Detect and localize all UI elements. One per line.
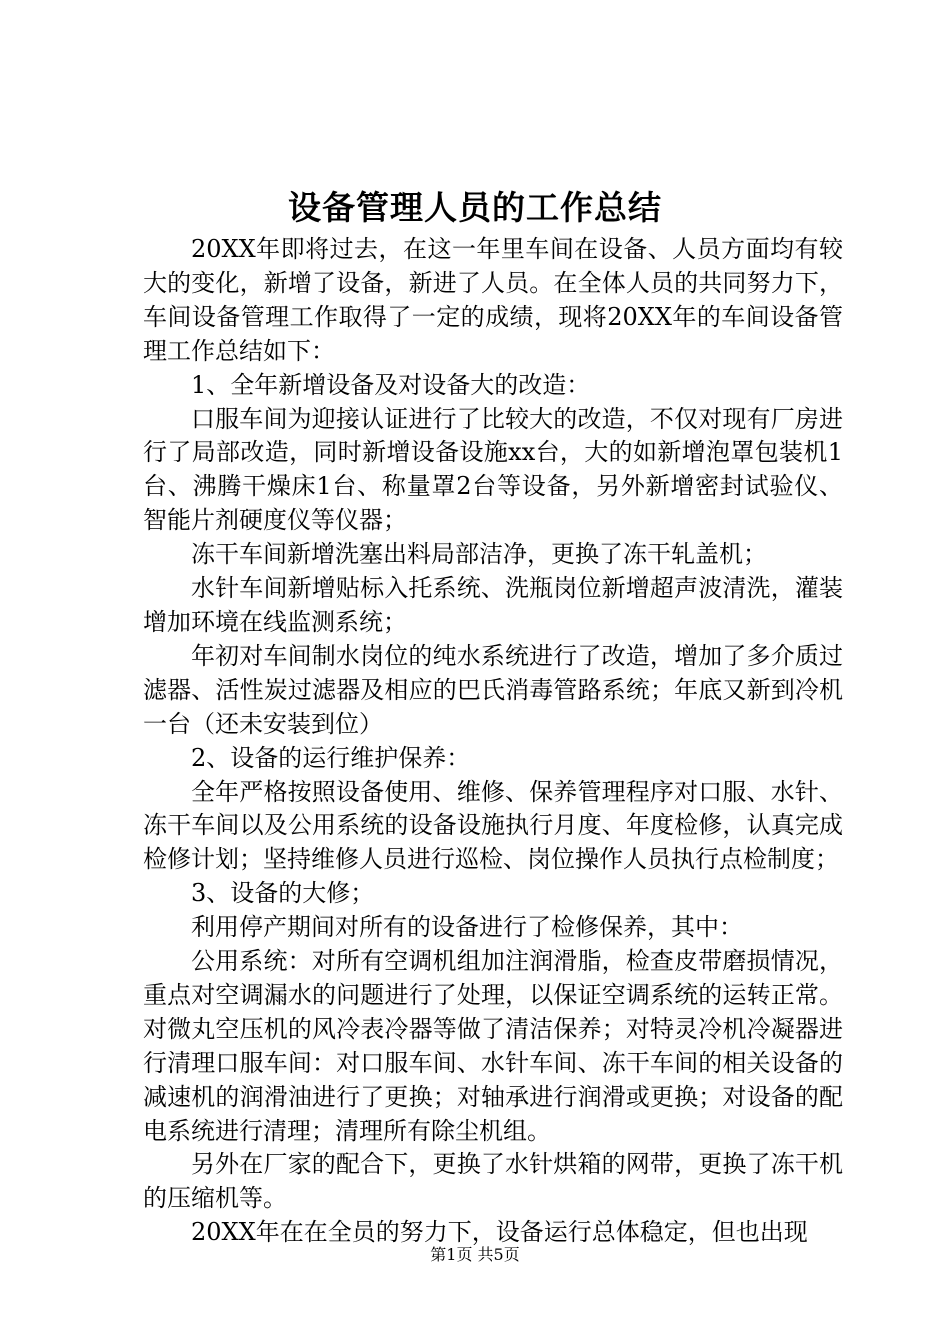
document-title: 设备管理人员的工作总结 xyxy=(288,188,662,227)
section-heading-overhaul: 3、设备的大修； xyxy=(191,879,375,908)
document-body xyxy=(143,233,843,1250)
paragraph-vendor-cooperation: 另外在厂家的配合下，更换了水针烘箱的网带，更换了冻干机的压缩机等。 xyxy=(143,1150,843,1213)
paragraph-oral-workshop: 口服车间为迎接认证进行了比较大的改造，不仅对现有厂房进行了局部改造，同时新增设备设施xx台，大的如新增泡罩包装机1台、沸腾干燥床1台、称量罩2台等设备，另外新增密封试验仪、智能片剂硬度仪等仪器； xyxy=(143,404,843,535)
paragraph-intro: 20XX年即将过去，在这一年里车间在设备、人员方面均有较大的变化，新增了设备，新进了人员。在全体人员的共同努力下，车间设备管理工作取得了一定的成绩，现将20XX年的车间设备管理工作总结如下： xyxy=(143,235,843,365)
page-number-footer: 第1页 共5页 xyxy=(430,1245,520,1264)
paragraph-summary: 20XX年在在全员的努力下，设备运行总体稳定，但也出现 xyxy=(191,1218,808,1247)
paragraph-freeze-dry-workshop: 冻干车间新增洗塞出料局部洁净，更换了冻干轧盖机； xyxy=(191,540,767,569)
section-heading-maintenance: 2、设备的运行维护保养： xyxy=(191,743,471,772)
paragraph-overhaul-intro: 利用停产期间对所有的设备进行了检修保养，其中： xyxy=(191,913,743,942)
paragraph-maintenance: 全年严格按照设备使用、维修、保养管理程序对口服、水针、冻干车间以及公用系统的设备设施执行月度、年度检修，认真完成检修计划；坚持维修人员进行巡检、岗位操作人员执行点检制度； xyxy=(143,777,843,874)
paragraph-injection-workshop: 水针车间新增贴标入托系统、洗瓶岗位新增超声波清洗，灌装增加环境在线监测系统； xyxy=(143,574,843,636)
section-heading-new-equipment: 1、全年新增设备及对设备大的改造： xyxy=(191,370,591,399)
paragraph-water-system: 年初对车间制水岗位的纯水系统进行了改造，增加了多介质过滤器、活性炭过滤器及相应的巴氏消毒管路系统；年底又新到冷机一台（还未安装到位） xyxy=(143,641,843,738)
paragraph-public-system: 公用系统：对所有空调机组加注润滑脂，检查皮带磨损情况，重点对空调漏水的问题进行了处理，以保证空调系统的运转正常。对微丸空压机的风冷表冷器等做了清洁保养；对特灵冷机冷凝器进行清理口服车间：对口服车间、水针车间、冻干车间的相关设备的减速机的润滑油进行了更换；对轴承进行润滑或更换；对设备的配电系统进行清理；清理所有除尘机组。 xyxy=(143,947,843,1145)
